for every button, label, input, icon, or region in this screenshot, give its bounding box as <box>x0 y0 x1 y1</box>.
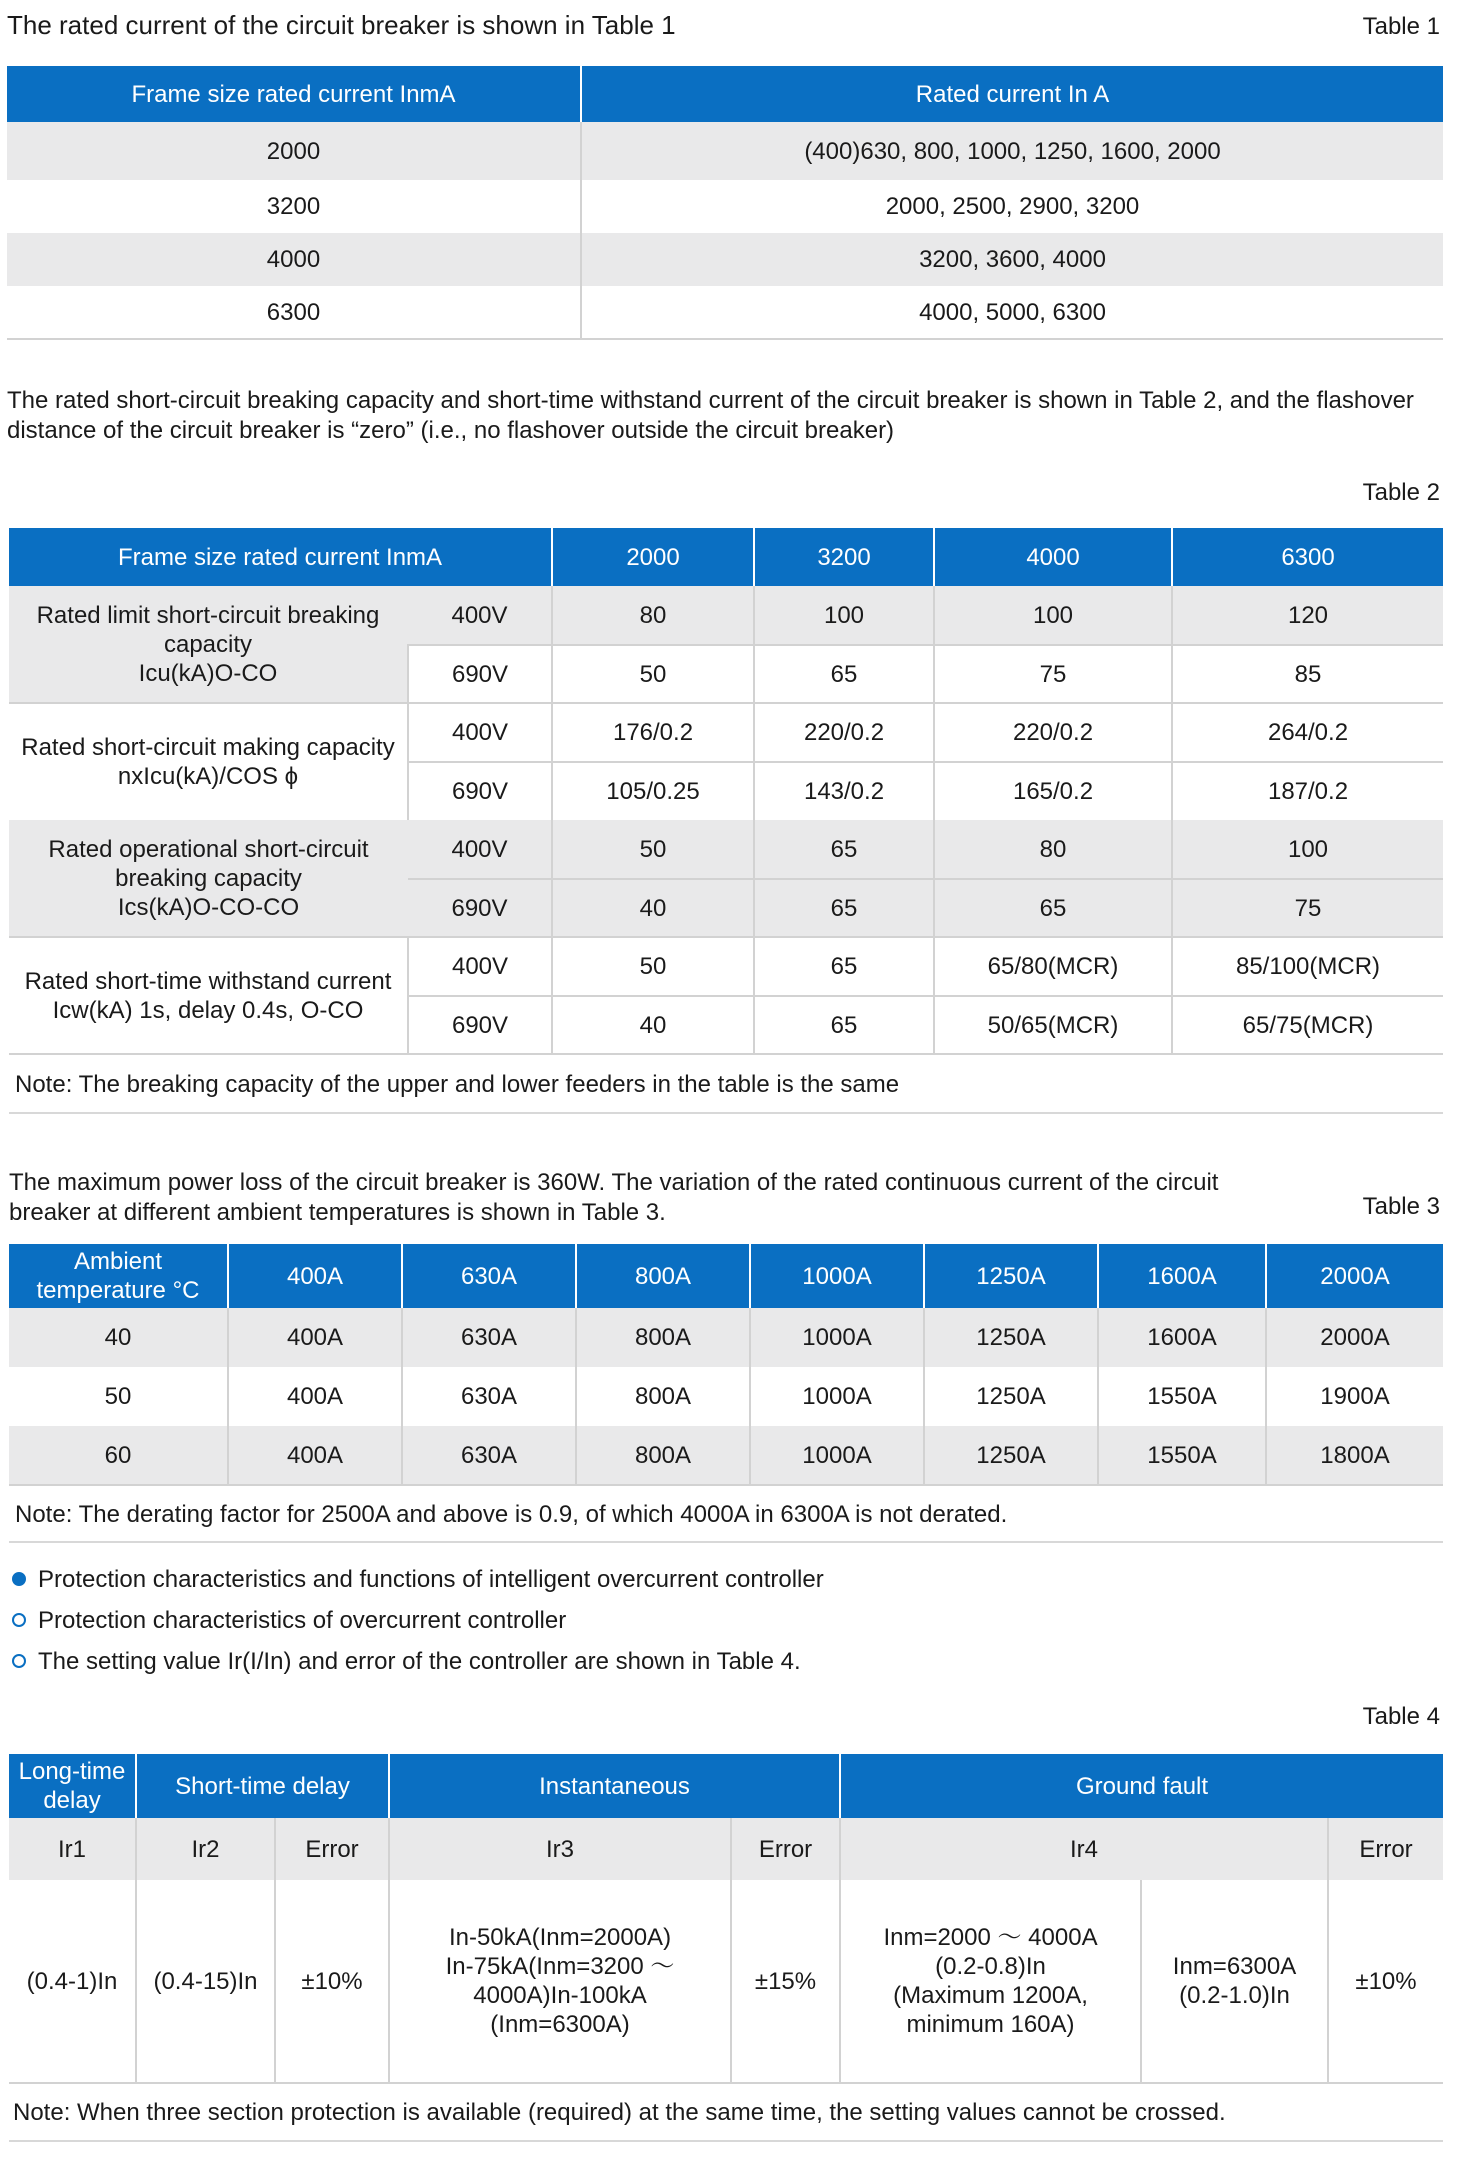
table4-subheader: Ir3 <box>389 1818 731 1880</box>
table3-cell: 800A <box>576 1308 750 1367</box>
table2-cell: 50 <box>552 937 754 996</box>
table2-voltage: 690V <box>408 879 552 937</box>
table-row <box>7 180 1443 233</box>
table1-label: Table 1 <box>1362 13 1440 40</box>
table4-note: Note: When three section protection is available (required) at the same time, the setting values cannot be crossed. <box>13 2099 1226 2126</box>
table-4 <box>9 1754 1443 2084</box>
table2-cell: 264/0.2 <box>1172 703 1443 762</box>
table-1 <box>7 66 1443 340</box>
table-row <box>9 1818 1443 1880</box>
table4-subheader: Ir4 <box>840 1818 1328 1880</box>
table2-cell: 220/0.2 <box>754 703 934 762</box>
table2-cell: 50 <box>552 645 754 703</box>
table3-header: 2000A <box>1266 1244 1443 1308</box>
table3-cell: 40 <box>9 1308 228 1367</box>
table1-intro: The rated current of the circuit breaker is shown in Table 1 <box>7 10 676 40</box>
table1-cell: 2000, 2500, 2900, 3200 <box>581 180 1443 233</box>
table4-group-instantaneous: Instantaneous <box>389 1754 840 1818</box>
table4-cell: ±15% <box>731 1880 840 2083</box>
table2-cell: 65 <box>754 820 934 879</box>
divider <box>9 2140 1443 2142</box>
table3-cell: 630A <box>402 1426 576 1485</box>
table-row <box>9 820 1443 879</box>
table4-subheader: Error <box>1328 1818 1443 1880</box>
table4-group-long-time: Long-time delay <box>9 1754 136 1818</box>
table3-intro: The maximum power loss of the circuit breaker is 360W. The variation of the rated continuous current of the circuit breaker at different ambient temperatures is shown in Table 3. <box>9 1169 1219 1226</box>
table2-cell: 40 <box>552 879 754 937</box>
bullet-item-1 <box>12 1565 824 1595</box>
table4-cell: ±10% <box>275 1880 389 2083</box>
table-row <box>9 937 1443 996</box>
table2-cell: 85 <box>1172 645 1443 703</box>
table2-cell: 80 <box>934 820 1172 879</box>
table3-cell: 1250A <box>924 1308 1098 1367</box>
table1-header-rated: Rated current In A <box>581 66 1443 122</box>
table3-cell: 400A <box>228 1426 402 1485</box>
table2-header-frame: Frame size rated current InmA <box>9 528 552 586</box>
table2-group-label: Rated limit short-circuit breaking capacity Icu(kA)O-CO <box>9 586 408 703</box>
table2-voltage: 400V <box>408 703 552 762</box>
table3-header: 1000A <box>750 1244 924 1308</box>
table2-cell: 220/0.2 <box>934 703 1172 762</box>
table3-cell: 60 <box>9 1426 228 1485</box>
table2-cell: 120 <box>1172 586 1443 645</box>
table4-group-short-time: Short-time delay <box>136 1754 389 1818</box>
table3-header: 1250A <box>924 1244 1098 1308</box>
table2-cell: 105/0.25 <box>552 762 754 820</box>
table-row <box>9 1426 1443 1485</box>
table2-label: Table 2 <box>1362 479 1440 506</box>
divider <box>9 1541 1443 1543</box>
table4-group-ground-fault: Ground fault <box>840 1754 1443 1818</box>
table2-voltage: 690V <box>408 645 552 703</box>
table4-subheader: Ir1 <box>9 1818 136 1880</box>
bullet-text: The setting value Ir(I/In) and error of the controller are shown in Table 4. <box>38 1648 801 1675</box>
table1-cell: 4000, 5000, 6300 <box>581 286 1443 339</box>
table1-cell: 3200, 3600, 4000 <box>581 233 1443 286</box>
table2-cell: 65 <box>754 937 934 996</box>
table4-cell: ±10% <box>1328 1880 1443 2083</box>
table2-cell: 100 <box>934 586 1172 645</box>
table4-subheader: Ir2 <box>136 1818 275 1880</box>
table2-voltage: 400V <box>408 586 552 645</box>
bullet-text: Protection characteristics and functions of intelligent overcurrent controller <box>38 1566 824 1593</box>
table2-cell: 165/0.2 <box>934 762 1172 820</box>
table2-voltage: 400V <box>408 820 552 879</box>
table2-cell: 176/0.2 <box>552 703 754 762</box>
table2-header-3200: 3200 <box>754 528 934 586</box>
divider <box>9 1112 1443 1114</box>
table2-cell: 50/65(MCR) <box>934 996 1172 1054</box>
bullet-item-3 <box>12 1647 801 1677</box>
table3-cell: 800A <box>576 1426 750 1485</box>
table2-cell: 50 <box>552 820 754 879</box>
table4-cell: (0.4-15)In <box>136 1880 275 2083</box>
table4-subheader: Error <box>275 1818 389 1880</box>
table-3 <box>9 1244 1443 1486</box>
table1-cell: (400)630, 800, 1000, 1250, 1600, 2000 <box>581 122 1443 180</box>
table2-cell: 40 <box>552 996 754 1054</box>
table2-group-label: Rated short-circuit making capacity nxIcu(kA)/COS ϕ <box>9 703 408 820</box>
table-row <box>9 703 1443 762</box>
table2-header-2000: 2000 <box>552 528 754 586</box>
table1-cell: 3200 <box>266 193 321 220</box>
table2-group-label: Rated short-time withstand current Icw(kA) 1s, delay 0.4s, O-CO <box>9 937 408 1054</box>
table-row <box>7 122 1443 180</box>
table2-cell: 100 <box>754 586 934 645</box>
table3-header-temp: Ambient temperature °C <box>9 1244 228 1308</box>
hollow-circle-icon <box>12 1654 26 1668</box>
table-row <box>9 1308 1443 1367</box>
table3-header: 630A <box>402 1244 576 1308</box>
table4-subheader: Error <box>731 1818 840 1880</box>
table3-cell: 1000A <box>750 1426 924 1485</box>
table3-header: 1600A <box>1098 1244 1266 1308</box>
table4-cell: In-50kA(Inm=2000A) In-75kA(Inm=3200 ～ 4000A)In-100kA (Inm=6300A) <box>389 1880 731 2083</box>
table4-cell: Inm=2000 ～ 4000A (0.2-0.8)In (Maximum 1200A, minimum 160A) <box>840 1880 1141 2083</box>
table2-cell: 100 <box>1172 820 1443 879</box>
table2-group-label: Rated operational short-circuit breaking capacity Ics(kA)O-CO-CO <box>9 820 408 937</box>
table1-cell: 6300 <box>266 298 321 326</box>
table2-header-4000: 4000 <box>934 528 1172 586</box>
table2-cell: 187/0.2 <box>1172 762 1443 820</box>
table2-cell: 85/100(MCR) <box>1172 937 1443 996</box>
table3-header: 800A <box>576 1244 750 1308</box>
table3-cell: 400A <box>228 1308 402 1367</box>
table-row <box>7 233 1443 286</box>
table2-cell: 65 <box>754 996 934 1054</box>
table3-header: 400A <box>228 1244 402 1308</box>
table3-cell: 1250A <box>924 1426 1098 1485</box>
table-row <box>7 286 1443 339</box>
table3-cell: 630A <box>402 1308 576 1367</box>
table2-cell: 75 <box>934 645 1172 703</box>
table-row <box>9 586 1443 645</box>
table2-voltage: 690V <box>408 996 552 1054</box>
table4-cell: Inm=6300A (0.2-1.0)In <box>1141 1880 1328 2083</box>
table2-cell: 143/0.2 <box>754 762 934 820</box>
table-row <box>9 1880 1443 2083</box>
table2-cell: 65 <box>754 645 934 703</box>
table3-cell: 1800A <box>1266 1426 1443 1485</box>
table3-cell: 1600A <box>1098 1308 1266 1367</box>
table3-cell: 2000A <box>1266 1308 1443 1367</box>
table3-note: Note: The derating factor for 2500A and above is 0.9, of which 4000A in 6300A is not derated. <box>15 1501 1008 1528</box>
table4-cell: (0.4-1)In <box>26 1967 118 1995</box>
table3-cell: 1900A <box>1266 1367 1443 1426</box>
table3-cell: 50 <box>104 1383 132 1410</box>
table3-cell: 400A <box>228 1367 402 1426</box>
bullet-item-2 <box>12 1606 566 1636</box>
table2-cell: 65/75(MCR) <box>1172 996 1443 1054</box>
table-row <box>9 1367 1443 1426</box>
table1-cell: 4000 <box>7 233 581 286</box>
hollow-circle-icon <box>12 1613 26 1627</box>
table3-cell: 800A <box>576 1367 750 1426</box>
table2-cell: 80 <box>552 586 754 645</box>
table3-cell: 1550A <box>1098 1426 1266 1485</box>
table2-voltage: 690V <box>408 762 552 820</box>
bullet-text: Protection characteristics of overcurrent controller <box>38 1607 567 1634</box>
table2-note: Note: The breaking capacity of the upper and lower feeders in the table is the same <box>15 1071 900 1098</box>
table3-cell: 1000A <box>750 1308 924 1367</box>
table2-intro: The rated short-circuit breaking capacity and short-time withstand current of the circuit breaker is shown in Table 2, and the flashover distance of the circuit breaker is “zero” (i.e., no flashover outside the circuit breaker) <box>7 387 1414 444</box>
filled-circle-icon <box>12 1572 26 1586</box>
table3-cell: 630A <box>402 1367 576 1426</box>
table3-cell: 1000A <box>750 1367 924 1426</box>
table-2 <box>9 528 1443 1055</box>
table3-cell: 1550A <box>1098 1367 1266 1426</box>
table2-cell: 75 <box>1172 879 1443 937</box>
table2-voltage: 400V <box>408 937 552 996</box>
table2-cell: 65 <box>754 879 934 937</box>
table2-header-6300: 6300 <box>1172 528 1443 586</box>
table1-header-frame: Frame size rated current InmA <box>7 66 581 122</box>
table4-label: Table 4 <box>1362 1703 1440 1730</box>
table3-cell: 1250A <box>924 1367 1098 1426</box>
table2-cell: 65 <box>934 879 1172 937</box>
table1-cell: 2000 <box>7 122 581 180</box>
table3-label: Table 3 <box>1362 1193 1440 1220</box>
table2-cell: 65/80(MCR) <box>934 937 1172 996</box>
